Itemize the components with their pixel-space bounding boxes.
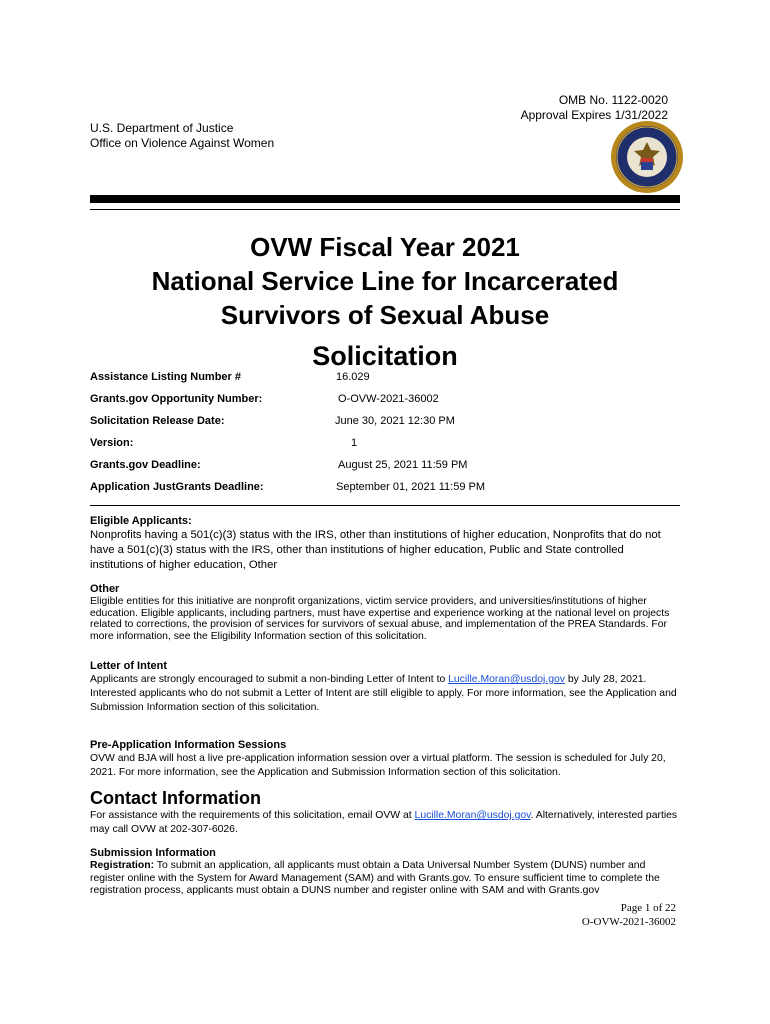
other-heading: Other — [90, 583, 120, 595]
title-line-1: OVW Fiscal Year 2021 — [250, 232, 520, 262]
registration-text: To submit an application, all applicants must obtain a Data Universal Number System (DUNS) number and register online with the System for Award Management (SAM) and with Grants.gov. To ensure sufficient time to complete the registration process, applicants must obtain a DUNS number and register online with SAM and with Grants.gov — [90, 860, 660, 896]
other-text: Eligible entities for this initiative are nonprofit organizations, victim service providers, and universities/institutions of higher education. Eligible applicants, including partners, must have expertise and experience working at the national level on projects related to corrections, the provision of services for survivors of sexual abuse, and implementation of the PREA Standards. For more information, see the Eligibility Information section of this solicitation. — [90, 596, 670, 642]
info-label: Version: — [90, 437, 134, 449]
info-value: O-OVW-2021-36002 — [338, 393, 439, 405]
omb-block — [521, 93, 668, 123]
info-value: June 30, 2021 12:30 PM — [335, 415, 455, 427]
info-value: August 25, 2021 11:59 PM — [338, 459, 468, 471]
info-label: Grants.gov Opportunity Number: — [90, 393, 263, 405]
info-label: Solicitation Release Date: — [90, 415, 225, 427]
registration-lead: Registration: — [90, 860, 155, 871]
office-name: Office on Violence Against Women — [90, 136, 275, 150]
agency-block — [90, 121, 274, 151]
page-footer — [582, 901, 676, 929]
footer-doc-id: O-OVW-2021-36002 — [581, 916, 676, 928]
pre-application-heading: Pre-Application Information Sessions — [90, 739, 287, 751]
department-name: U.S. Department of Justice — [90, 121, 234, 135]
submission-text — [90, 860, 680, 898]
letter-of-intent-text-after: by July 28, 2021. Interested applicants who do not submit a Letter of Intent are still eligible to apply. For more information, see the Application and Submission Information section of this solicitation. — [90, 674, 677, 713]
section-rule — [90, 505, 680, 506]
contact-email-link[interactable]: Lucille.Moran@usdoj.gov — [414, 810, 531, 821]
info-row — [90, 393, 680, 415]
eligible-applicants-text: Nonprofits having a 501(c)(3) status with the IRS, other than institutions of higher education, Nonprofits that do not have a 501(c)(3) status with the IRS, other than institutions of higher education, Public and State controlled institutions of higher education, Other — [90, 529, 661, 571]
contact-text — [90, 809, 680, 837]
contact-information-section — [90, 809, 680, 837]
info-value: 16.029 — [336, 371, 370, 383]
letter-of-intent-section — [90, 659, 680, 715]
other-section — [90, 582, 680, 642]
info-row — [90, 437, 680, 459]
eligible-applicants-section — [90, 514, 680, 573]
info-value: 1 — [351, 437, 358, 449]
info-value: September 01, 2021 11:59 PM — [336, 481, 486, 493]
contact-text-before: For assistance with the requirements of this solicitation, email OVW at — [90, 810, 415, 821]
letter-of-intent-heading: Letter of Intent — [90, 660, 167, 672]
eligible-applicants-heading: Eligible Applicants: — [90, 515, 192, 527]
info-row — [90, 415, 680, 437]
title-line-3: Survivors of Sexual Abuse — [220, 300, 550, 330]
submission-heading: Submission Information — [90, 847, 216, 859]
info-label: Application JustGrants Deadline: — [90, 481, 264, 493]
letter-of-intent-email-link[interactable]: Lucille.Moran@usdoj.gov — [448, 674, 565, 685]
info-row — [90, 459, 680, 481]
title-line-2: National Service Line for Incarcerated — [151, 266, 619, 296]
letter-of-intent-text — [90, 673, 680, 715]
info-row — [90, 371, 680, 393]
contact-text-after: . Alternatively, interested parties may call OVW at 202-307-6026. — [90, 810, 678, 835]
info-label: Assistance Listing Number # — [90, 371, 241, 383]
header-rule-thick — [90, 195, 680, 203]
page-number: Page 1 of 22 — [620, 902, 676, 914]
approval-expires: Approval Expires 1/31/2022 — [520, 108, 668, 122]
submission-information-section — [90, 846, 680, 898]
header-rule-thin — [90, 209, 680, 210]
omb-number: OMB No. 1122-0020 — [558, 93, 668, 107]
pre-application-section — [90, 738, 680, 780]
solicitation-info-table — [90, 371, 680, 503]
info-row — [90, 481, 680, 503]
doj-seal-icon — [610, 120, 684, 194]
pre-application-text: OVW and BJA will host a live pre-application information session over a virtual platform. The session is scheduled for July 20, 2021. For more information, see the Application and Submission Information section of this solicitation. — [90, 753, 666, 778]
info-label: Grants.gov Deadline: — [90, 459, 201, 471]
document-subtitle: Solicitation — [312, 341, 458, 371]
contact-information-heading: Contact Information — [90, 788, 261, 808]
document-title — [90, 230, 680, 332]
letter-of-intent-text-before: Applicants are strongly encouraged to submit a non-binding Letter of Intent to — [90, 674, 449, 685]
